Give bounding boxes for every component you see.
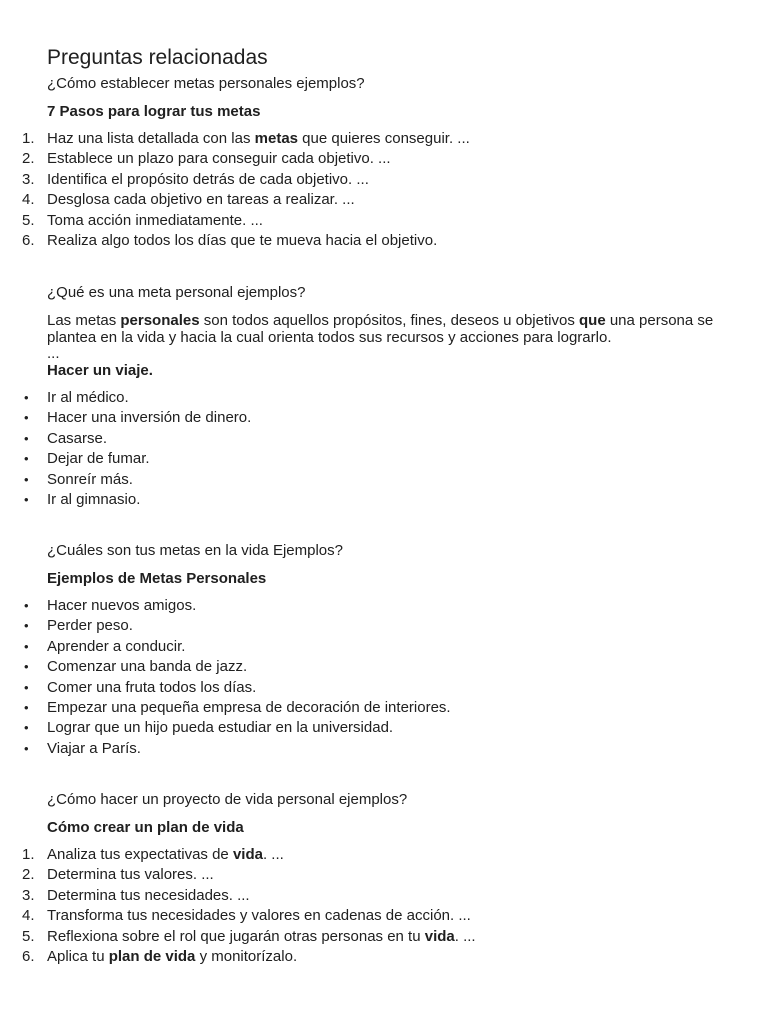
list-item: • Sonreír más. [0, 470, 768, 490]
section-question[interactable]: ¿Cuáles son tus metas en la vida Ejemplos? [47, 542, 343, 559]
list-item: • Lograr que un hijo pueda estudiar en la universidad. [0, 718, 768, 738]
list-item: 6. Realiza algo todos los días que te mueva hacia el objetivo. [0, 231, 768, 251]
bullet-icon: • [24, 659, 29, 675]
section-question[interactable]: ¿Cómo hacer un proyecto de vida personal ejemplos? [47, 791, 408, 808]
list-item: • Aprender a conducir. [0, 637, 768, 657]
page-title: Preguntas relacionadas [47, 46, 268, 69]
bullet-icon: • [24, 390, 29, 405]
ordered-list [0, 129, 768, 251]
section-establecer-metas [0, 75, 768, 251]
bullet-icon: • [24, 598, 29, 613]
list-item: • Perder peso. [0, 616, 768, 636]
answer-paragraph: Las metas personales son todos aquellos propósitos, fines, deseos u objetivos que una persona se plantea en la vida y hacia la cual orienta todos sus recursos y acciones para lograrlo. [47, 312, 714, 346]
list-item: 2. Establece un plazo para conseguir cada objetivo. ... [0, 149, 768, 169]
section-question[interactable]: ¿Cómo establecer metas personales ejemplos? [47, 75, 365, 92]
list-item: 5. Reflexiona sobre el rol que jugarán otras personas en tu vida. ... [0, 927, 768, 947]
list-item: • Comer una fruta todos los días. [0, 678, 768, 698]
section-meta-personal [0, 284, 768, 510]
bullet-icon: • [24, 451, 29, 467]
list-item: • Hacer una inversión de dinero. [0, 408, 768, 428]
section-heading: Hacer un viaje. [47, 362, 153, 379]
list-number: 4. [22, 191, 35, 209]
list-number: 4. [22, 907, 35, 925]
list-item: • Casarse. [0, 429, 768, 449]
bullet-list [0, 596, 768, 759]
list-item: 3. Determina tus necesidades. ... [0, 886, 768, 906]
list-item: 1. Analiza tus expectativas de vida. ... [0, 845, 768, 865]
list-item: 4. Transforma tus necesidades y valores en cadenas de acción. ... [0, 906, 768, 926]
ellipsis-text: ... [47, 345, 60, 362]
section-heading: Ejemplos de Metas Personales [47, 570, 267, 587]
list-item: • Ir al gimnasio. [0, 490, 768, 510]
list-item: 6. Aplica tu plan de vida y monitorízalo. [0, 947, 768, 967]
ordered-list [0, 845, 768, 967]
section-heading: 7 Pasos para lograr tus metas [47, 103, 261, 120]
list-number: 6. [22, 231, 35, 249]
bullet-icon: • [24, 638, 29, 654]
list-item: • Comenzar una banda de jazz. [0, 657, 768, 677]
list-item: • Empezar una pequeña empresa de decoración de interiores. [0, 698, 768, 718]
list-item: 3. Identifica el propósito detrás de cada objetivo. ... [0, 170, 768, 190]
list-item: • Hacer nuevos amigos. [0, 596, 768, 616]
list-item: • Ir al médico. [0, 388, 768, 408]
bullet-icon: • [24, 491, 29, 507]
list-number: 5. [22, 211, 35, 229]
bullet-icon: • [24, 679, 29, 695]
list-number: 1. [22, 846, 35, 863]
bullet-icon: • [24, 410, 29, 426]
bullet-list [0, 388, 768, 510]
list-item: 2. Determina tus valores. ... [0, 865, 768, 885]
list-number: 3. [22, 170, 35, 188]
bullet-icon: • [24, 618, 29, 634]
section-metas-en-la-vida [0, 542, 768, 759]
bullet-icon: • [24, 430, 29, 446]
section-heading: Cómo crear un plan de vida [47, 819, 244, 836]
list-item: 5. Toma acción inmediatamente. ... [0, 211, 768, 231]
bullet-icon: • [24, 720, 29, 736]
list-number: 1. [22, 130, 35, 147]
list-item: 1. Haz una lista detallada con las metas que quieres conseguir. ... [0, 129, 768, 149]
list-number: 2. [22, 866, 35, 884]
section-question[interactable]: ¿Qué es una meta personal ejemplos? [47, 284, 306, 301]
bullet-icon: • [24, 740, 29, 756]
list-item: 4. Desglosa cada objetivo en tareas a realizar. ... [0, 190, 768, 210]
list-item: • Viajar a París. [0, 739, 768, 759]
list-number: 3. [22, 886, 35, 904]
section-proyecto-de-vida [0, 791, 768, 967]
bullet-icon: • [24, 699, 29, 715]
list-item: • Dejar de fumar. [0, 449, 768, 469]
bullet-icon: • [24, 471, 29, 487]
list-number: 2. [22, 150, 35, 168]
list-number: 5. [22, 927, 35, 945]
list-number: 6. [22, 947, 35, 965]
